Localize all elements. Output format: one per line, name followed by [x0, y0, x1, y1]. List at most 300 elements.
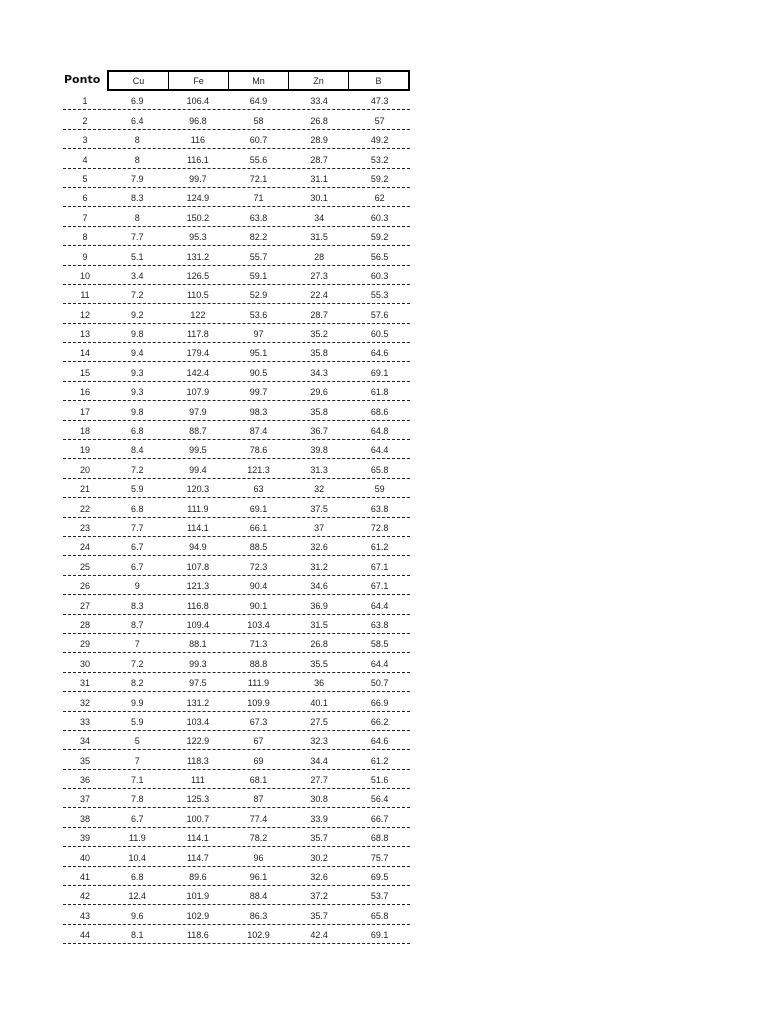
- table-row: [63, 556, 410, 575]
- cell-fe: 111.9: [187, 503, 209, 514]
- cell-cu: 5.9: [131, 716, 144, 727]
- cell-zn: 32.3: [310, 736, 328, 747]
- cell-b: 56.5: [370, 251, 389, 262]
- cell-mn: 68.1: [249, 775, 268, 786]
- cell-mn: 69.1: [249, 503, 268, 514]
- cell-b: 57.6: [370, 309, 389, 320]
- cell-mn: 78.2: [249, 833, 268, 844]
- table-row: [63, 479, 410, 498]
- cell-b: 63.8: [370, 503, 389, 514]
- table-row: [63, 130, 410, 149]
- header-row: [63, 70, 410, 91]
- cell-id: 4: [82, 154, 88, 165]
- cell-b: 47.3: [370, 96, 389, 107]
- cell-b: 51.6: [370, 775, 389, 786]
- cell-fe: 110.5: [186, 290, 209, 301]
- cell-zn: 27.7: [310, 775, 328, 786]
- cell-zn: 42.4: [310, 930, 328, 941]
- table-row: [63, 266, 410, 285]
- cell-mn: 59.1: [249, 270, 268, 281]
- cell-mn: 109.9: [247, 697, 270, 708]
- cell-fe: 99.7: [189, 173, 207, 184]
- cell-fe: 118.3: [186, 755, 209, 766]
- cell-cu: 7.7: [131, 522, 144, 533]
- cell-cu: 7.7: [131, 232, 144, 243]
- table-row: [63, 207, 410, 226]
- cell-mn: 88.5: [249, 542, 268, 553]
- cell-id: 39: [79, 833, 90, 844]
- table-row: [63, 440, 410, 459]
- cell-id: 3: [82, 135, 88, 146]
- cell-cu: 9.8: [131, 329, 144, 340]
- cell-id: 10: [79, 270, 90, 281]
- cell-zn: 31.5: [310, 232, 328, 243]
- column-header-b: B: [348, 72, 408, 89]
- cell-b: 60.3: [370, 212, 389, 223]
- cell-b: 60.5: [370, 329, 389, 340]
- table-row: [63, 653, 410, 672]
- cell-zn: 27.5: [310, 716, 328, 727]
- cell-fe: 107.9: [186, 387, 210, 398]
- cell-b: 69.1: [370, 930, 389, 941]
- table-body: [63, 91, 410, 944]
- cell-mn: 95.1: [249, 348, 268, 359]
- table-row: [63, 304, 410, 323]
- cell-zn: 35.8: [310, 348, 328, 359]
- cell-b: 59.2: [370, 173, 389, 184]
- cell-id: 34: [79, 736, 90, 747]
- cell-b: 61.2: [370, 542, 389, 553]
- cell-cu: 6.8: [131, 503, 144, 514]
- cell-mn: 63.8: [249, 212, 268, 223]
- cell-id: 8: [82, 232, 88, 243]
- cell-b: 61.2: [370, 755, 389, 766]
- cell-b: 50.7: [370, 678, 389, 689]
- table-row: [63, 110, 410, 129]
- cell-mn: 97: [253, 329, 264, 340]
- data-table: [63, 70, 410, 944]
- cell-b: 65.8: [370, 910, 389, 921]
- cell-cu: 9.8: [131, 406, 144, 417]
- cell-cu: 11.9: [128, 833, 146, 844]
- cell-fe: 114.1: [186, 522, 209, 533]
- cell-b: 75.7: [370, 852, 389, 863]
- cell-id: 21: [79, 484, 90, 495]
- cell-zn: 36.7: [310, 426, 328, 437]
- cell-mn: 96: [253, 852, 264, 863]
- cell-fe: 125.3: [186, 794, 210, 805]
- cell-mn: 102.9: [247, 930, 270, 941]
- cell-id: 33: [79, 716, 90, 727]
- cell-b: 69.5: [370, 872, 389, 883]
- cell-fe: 99.4: [189, 464, 207, 475]
- cell-b: 66.9: [370, 697, 389, 708]
- table-row: [63, 576, 410, 595]
- table-row: [63, 731, 410, 750]
- table-row: [63, 692, 410, 711]
- table-row: [63, 634, 410, 653]
- cell-fe: 121.3: [186, 581, 210, 592]
- cell-id: 26: [79, 581, 90, 592]
- cell-id: 31: [79, 678, 90, 689]
- cell-id: 36: [79, 775, 90, 786]
- cell-cu: 7.2: [131, 464, 144, 475]
- cell-mn: 53.6: [249, 309, 268, 320]
- cell-zn: 35.7: [310, 910, 328, 921]
- cell-fe: 100.7: [186, 813, 210, 824]
- cell-zn: 26.8: [310, 639, 328, 650]
- cell-fe: 111: [191, 775, 205, 786]
- cell-id: 24: [79, 542, 90, 553]
- cell-id: 16: [79, 387, 90, 398]
- table-row: [63, 246, 410, 265]
- table-row: [63, 867, 410, 886]
- table-row: [63, 91, 410, 110]
- cell-zn: 33.9: [310, 813, 328, 824]
- cell-cu: 8.3: [131, 193, 144, 204]
- cell-cu: 7.1: [131, 775, 144, 786]
- cell-cu: 9.3: [131, 367, 144, 378]
- cell-id: 30: [79, 658, 90, 669]
- cell-b: 49.2: [370, 135, 389, 146]
- cell-zn: 34.4: [310, 755, 328, 766]
- cell-id: 29: [79, 639, 90, 650]
- cell-fe: 120.3: [186, 484, 210, 495]
- cell-b: 59: [374, 484, 385, 495]
- cell-fe: 89.6: [189, 872, 207, 883]
- cell-id: 11: [80, 290, 90, 301]
- cell-mn: 66.1: [249, 522, 268, 533]
- cell-id: 43: [79, 910, 90, 921]
- cell-b: 64.4: [370, 600, 389, 611]
- cell-zn: 31.5: [310, 619, 328, 630]
- table-row: [63, 382, 410, 401]
- cell-id: 9: [82, 251, 88, 262]
- cell-mn: 99.7: [249, 387, 268, 398]
- cell-zn: 22.4: [310, 290, 328, 301]
- cell-b: 66.7: [370, 813, 389, 824]
- table-row: [63, 362, 410, 381]
- cell-cu: 8.7: [131, 619, 144, 630]
- table-row: [63, 537, 410, 556]
- table-row: [63, 421, 410, 440]
- cell-zn: 33.4: [310, 96, 328, 107]
- cell-mn: 69: [253, 755, 264, 766]
- cell-cu: 6.4: [131, 115, 144, 126]
- ponto-header: Ponto: [64, 73, 101, 86]
- cell-mn: 98.3: [249, 406, 268, 417]
- cell-id: 19: [79, 445, 90, 456]
- cell-id: 38: [79, 813, 90, 824]
- cell-id: 13: [79, 329, 90, 340]
- cell-id: 17: [79, 406, 90, 417]
- cell-zn: 31.2: [310, 561, 328, 572]
- cell-b: 64.6: [370, 348, 389, 359]
- table-row: [63, 750, 410, 769]
- cell-cu: 6.8: [131, 872, 144, 883]
- cell-fe: 116.1: [186, 154, 209, 165]
- table-row: [63, 808, 410, 827]
- cell-cu: 8: [134, 154, 140, 165]
- cell-zn: 31.1: [310, 173, 328, 184]
- table-row: [63, 498, 410, 517]
- cell-zn: 32.6: [310, 872, 328, 883]
- cell-mn: 72.1: [249, 173, 268, 184]
- cell-mn: 77.4: [249, 813, 268, 824]
- cell-fe: 102.9: [186, 910, 210, 921]
- cell-fe: 99.5: [189, 445, 207, 456]
- table-row: [63, 847, 410, 866]
- cell-zn: 34.6: [310, 581, 328, 592]
- cell-b: 63.8: [370, 619, 389, 630]
- cell-cu: 8.3: [131, 600, 144, 611]
- cell-b: 64.4: [370, 445, 389, 456]
- cell-id: 20: [79, 464, 90, 475]
- cell-fe: 88.7: [189, 426, 207, 437]
- table-row: [63, 673, 410, 692]
- cell-fe: 126.5: [186, 270, 210, 281]
- cell-cu: 7.9: [131, 173, 144, 184]
- cell-fe: 103.4: [186, 716, 210, 727]
- cell-mn: 63: [253, 484, 264, 495]
- cell-id: 44: [79, 930, 90, 941]
- cell-zn: 37: [314, 522, 325, 533]
- cell-cu: 9.9: [131, 697, 144, 708]
- cell-zn: 28.7: [310, 309, 328, 320]
- cell-id: 7: [82, 212, 88, 223]
- cell-mn: 60.7: [249, 135, 268, 146]
- cell-mn: 78.6: [249, 445, 268, 456]
- cell-id: 41: [79, 872, 90, 883]
- table-row: [63, 149, 410, 168]
- cell-mn: 88.4: [249, 891, 268, 902]
- cell-cu: 6.7: [131, 542, 144, 553]
- cell-mn: 103.4: [247, 619, 270, 630]
- cell-cu: 10.4: [128, 852, 147, 863]
- cell-cu: 5: [134, 736, 140, 747]
- cell-zn: 39.8: [310, 445, 328, 456]
- cell-mn: 58: [253, 115, 264, 126]
- cell-cu: 6.7: [131, 813, 144, 824]
- cell-b: 72.8: [370, 522, 389, 533]
- cell-zn: 35.5: [310, 658, 328, 669]
- cell-cu: 8.2: [131, 678, 144, 689]
- cell-id: 25: [79, 561, 90, 572]
- cell-b: 59.2: [370, 232, 389, 243]
- cell-mn: 90.4: [249, 581, 268, 592]
- cell-id: 28: [79, 619, 90, 630]
- cell-fe: 179.4: [186, 348, 210, 359]
- cell-b: 60.3: [370, 270, 389, 281]
- cell-id: 42: [79, 891, 90, 902]
- table-row: [63, 615, 410, 634]
- cell-b: 65.8: [370, 464, 389, 475]
- cell-id: 12: [79, 309, 90, 320]
- table-row: [63, 595, 410, 614]
- cell-zn: 32: [314, 484, 325, 495]
- cell-mn: 67.3: [249, 716, 268, 727]
- cell-zn: 32.6: [310, 542, 328, 553]
- table-row: [63, 789, 410, 808]
- cell-b: 66.2: [370, 716, 389, 727]
- cell-fe: 106.4: [186, 96, 210, 107]
- cell-cu: 8: [134, 135, 140, 146]
- cell-b: 53.7: [370, 891, 389, 902]
- cell-mn: 67: [253, 736, 264, 747]
- cell-zn: 28.9: [310, 135, 328, 146]
- cell-cu: 7.8: [131, 794, 144, 805]
- cell-fe: 150.2: [186, 212, 210, 223]
- cell-zn: 31.3: [310, 464, 328, 475]
- cell-cu: 9: [134, 581, 140, 592]
- cell-cu: 7.2: [131, 658, 144, 669]
- cell-id: 40: [79, 852, 90, 863]
- cell-fe: 131.2: [186, 697, 210, 708]
- cell-b: 69.1: [370, 367, 389, 378]
- cell-fe: 124.9: [186, 193, 210, 204]
- cell-cu: 6.9: [131, 96, 144, 107]
- cell-cu: 7: [134, 639, 140, 650]
- cell-id: 14: [79, 348, 90, 359]
- cell-mn: 96.1: [249, 872, 268, 883]
- cell-id: 37: [79, 794, 90, 805]
- cell-zn: 35.8: [310, 406, 328, 417]
- table-row: [63, 401, 410, 420]
- table-row: [63, 905, 410, 924]
- cell-b: 64.8: [370, 426, 389, 437]
- cell-cu: 8.1: [131, 930, 144, 941]
- cell-cu: 8: [134, 212, 140, 223]
- cell-id: 18: [79, 426, 90, 437]
- column-header-fe: Fe: [168, 72, 228, 89]
- cell-zn: 29.6: [310, 387, 328, 398]
- cell-b: 53.2: [370, 154, 389, 165]
- cell-zn: 36.9: [310, 600, 328, 611]
- cell-fe: 114.1: [186, 833, 209, 844]
- table-row: [63, 712, 410, 731]
- cell-cu: 12.4: [128, 891, 147, 902]
- table-row: [63, 188, 410, 207]
- cell-mn: 64.9: [249, 96, 268, 107]
- cell-id: 2: [82, 115, 88, 126]
- cell-zn: 27.3: [310, 270, 328, 281]
- cell-id: 35: [79, 755, 90, 766]
- cell-cu: 6.7: [131, 561, 144, 572]
- cell-mn: 52.9: [249, 290, 268, 301]
- cell-mn: 82.2: [249, 232, 268, 243]
- cell-cu: 9.2: [131, 309, 144, 320]
- cell-b: 58.5: [370, 639, 389, 650]
- cell-fe: 116.8: [186, 600, 209, 611]
- cell-b: 62: [374, 193, 385, 204]
- cell-id: 5: [82, 173, 88, 184]
- cell-fe: 94.9: [189, 542, 207, 553]
- cell-b: 61.8: [370, 387, 389, 398]
- cell-b: 64.6: [370, 736, 389, 747]
- cell-cu: 5.1: [131, 251, 144, 262]
- cell-zn: 28: [314, 251, 325, 262]
- cell-b: 55.3: [370, 290, 389, 301]
- table-row: [63, 459, 410, 478]
- cell-zn: 26.8: [310, 115, 328, 126]
- cell-zn: 35.7: [310, 833, 328, 844]
- cell-cu: 6.8: [131, 426, 144, 437]
- table-row: [63, 285, 410, 304]
- cell-zn: 34.3: [310, 367, 328, 378]
- cell-fe: 99.3: [189, 658, 207, 669]
- cell-mn: 86.3: [249, 910, 268, 921]
- cell-fe: 122.9: [186, 736, 210, 747]
- cell-cu: 9.6: [131, 910, 144, 921]
- cell-cu: 7.2: [131, 290, 144, 301]
- cell-zn: 28.7: [310, 154, 328, 165]
- cell-cu: 8.4: [131, 445, 144, 456]
- cell-b: 56.4: [370, 794, 389, 805]
- cell-b: 68.6: [370, 406, 389, 417]
- table-row: [63, 343, 410, 362]
- cell-id: 1: [82, 96, 88, 107]
- cell-zn: 30.8: [310, 794, 328, 805]
- table-row: [63, 518, 410, 537]
- cell-mn: 121.3: [247, 464, 270, 475]
- cell-mn: 88.8: [249, 658, 268, 669]
- cell-b: 57: [374, 115, 385, 126]
- cell-id: 27: [79, 600, 90, 611]
- cell-zn: 30.2: [310, 852, 328, 863]
- table-row: [63, 227, 410, 246]
- cell-fe: 107.8: [186, 561, 210, 572]
- cell-zn: 37.2: [310, 891, 328, 902]
- cell-mn: 90.5: [249, 367, 268, 378]
- cell-cu: 9.3: [131, 387, 144, 398]
- cell-fe: 96.8: [189, 115, 207, 126]
- cell-mn: 71: [253, 193, 264, 204]
- cell-fe: 95.3: [189, 232, 207, 243]
- cell-fe: 109.4: [186, 619, 210, 630]
- table-row: [63, 886, 410, 905]
- cell-b: 64.4: [370, 658, 389, 669]
- cell-id: 6: [82, 193, 88, 204]
- cell-mn: 55.7: [249, 251, 268, 262]
- column-header-mn: Mn: [228, 72, 288, 89]
- cell-cu: 9.4: [131, 348, 144, 359]
- cell-id: 23: [79, 522, 90, 533]
- cell-cu: 3.4: [131, 270, 144, 281]
- cell-b: 68.8: [370, 833, 389, 844]
- cell-fe: 142.4: [186, 367, 210, 378]
- cell-fe: 122: [190, 309, 206, 320]
- cell-zn: 35.2: [310, 329, 328, 340]
- cell-id: 32: [79, 697, 90, 708]
- cell-fe: 101.9: [186, 891, 210, 902]
- cell-zn: 36: [314, 678, 325, 689]
- cell-mn: 87: [253, 794, 264, 805]
- column-header-cu: Cu: [132, 76, 145, 86]
- cell-fe: 88.1: [189, 639, 207, 650]
- column-header-box: [107, 70, 410, 91]
- table-row: [63, 324, 410, 343]
- cell-cu: 5.9: [131, 484, 144, 495]
- table-row: [63, 925, 410, 944]
- cell-mn: 90.1: [249, 600, 268, 611]
- cell-zn: 30.1: [310, 193, 328, 204]
- cell-zn: 40.1: [310, 697, 328, 708]
- cell-b: 67.1: [370, 581, 389, 592]
- cell-mn: 87.4: [249, 426, 268, 437]
- column-header-zn: Zn: [288, 72, 348, 89]
- cell-mn: 55.6: [249, 154, 268, 165]
- cell-fe: 114.7: [186, 852, 209, 863]
